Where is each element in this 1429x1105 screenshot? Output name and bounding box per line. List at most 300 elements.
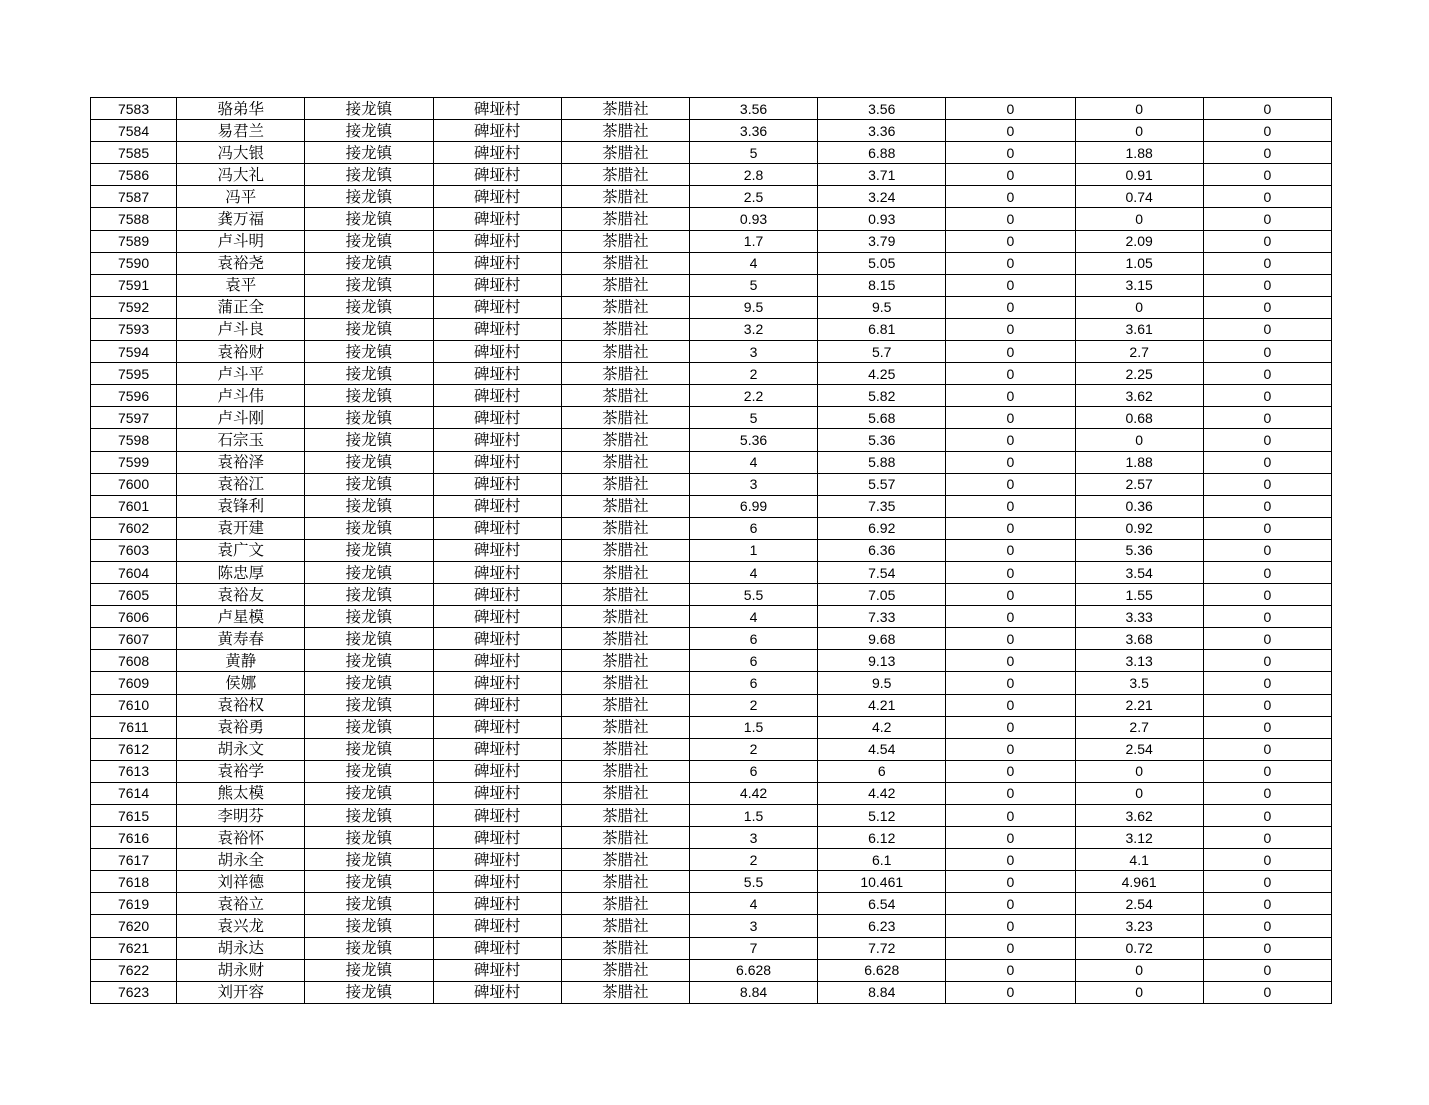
id-cell: 7592 [91, 296, 177, 318]
name-cell: 袁裕江 [177, 473, 305, 495]
name-cell: 袁广文 [177, 539, 305, 561]
town-cell: 接龙镇 [305, 363, 433, 385]
value2-cell: 6.36 [818, 539, 946, 561]
village-cell: 碑垭村 [433, 628, 561, 650]
id-cell: 7587 [91, 186, 177, 208]
value5-cell: 0 [1203, 208, 1331, 230]
value3-cell: 0 [946, 606, 1075, 628]
town-cell: 接龙镇 [305, 981, 433, 1003]
value2-cell: 3.79 [818, 230, 946, 252]
value3-cell: 0 [946, 893, 1075, 915]
group-cell: 茶腊社 [561, 318, 689, 340]
table-row [91, 937, 1332, 959]
value2-cell: 9.5 [818, 672, 946, 694]
value4-cell: 0.72 [1075, 937, 1203, 959]
table-row [91, 827, 1332, 849]
village-cell: 碑垭村 [433, 561, 561, 583]
value1-cell: 5.36 [689, 429, 817, 451]
value5-cell: 0 [1203, 252, 1331, 274]
value3-cell: 0 [946, 517, 1075, 539]
value2-cell: 5.12 [818, 805, 946, 827]
value3-cell: 0 [946, 782, 1075, 804]
value4-cell: 4.1 [1075, 849, 1203, 871]
name-cell: 袁锋利 [177, 495, 305, 517]
id-cell: 7584 [91, 120, 177, 142]
value2-cell: 3.71 [818, 164, 946, 186]
village-cell: 碑垭村 [433, 296, 561, 318]
table-row [91, 738, 1332, 760]
value2-cell: 6.23 [818, 915, 946, 937]
group-cell: 茶腊社 [561, 473, 689, 495]
value5-cell: 0 [1203, 495, 1331, 517]
group-cell: 茶腊社 [561, 407, 689, 429]
value4-cell: 5.36 [1075, 539, 1203, 561]
name-cell: 胡永达 [177, 937, 305, 959]
town-cell: 接龙镇 [305, 959, 433, 981]
name-cell: 黄静 [177, 650, 305, 672]
value2-cell: 9.13 [818, 650, 946, 672]
group-cell: 茶腊社 [561, 716, 689, 738]
village-cell: 碑垭村 [433, 849, 561, 871]
group-cell: 茶腊社 [561, 208, 689, 230]
value1-cell: 5 [689, 142, 817, 164]
village-cell: 碑垭村 [433, 164, 561, 186]
value1-cell: 2.5 [689, 186, 817, 208]
id-cell: 7598 [91, 429, 177, 451]
table-row [91, 561, 1332, 583]
village-cell: 碑垭村 [433, 738, 561, 760]
town-cell: 接龙镇 [305, 451, 433, 473]
village-cell: 碑垭村 [433, 318, 561, 340]
group-cell: 茶腊社 [561, 937, 689, 959]
value5-cell: 0 [1203, 407, 1331, 429]
value5-cell: 0 [1203, 805, 1331, 827]
value1-cell: 1 [689, 539, 817, 561]
name-cell: 袁裕尧 [177, 252, 305, 274]
town-cell: 接龙镇 [305, 871, 433, 893]
group-cell: 茶腊社 [561, 782, 689, 804]
value1-cell: 4 [689, 561, 817, 583]
town-cell: 接龙镇 [305, 341, 433, 363]
table-row [91, 606, 1332, 628]
value3-cell: 0 [946, 385, 1075, 407]
group-cell: 茶腊社 [561, 296, 689, 318]
village-cell: 碑垭村 [433, 981, 561, 1003]
name-cell: 袁裕权 [177, 694, 305, 716]
group-cell: 茶腊社 [561, 429, 689, 451]
value3-cell: 0 [946, 760, 1075, 782]
value4-cell: 3.62 [1075, 385, 1203, 407]
value3-cell: 0 [946, 429, 1075, 451]
village-cell: 碑垭村 [433, 606, 561, 628]
value5-cell: 0 [1203, 517, 1331, 539]
group-cell: 茶腊社 [561, 694, 689, 716]
value3-cell: 0 [946, 407, 1075, 429]
table-row [91, 186, 1332, 208]
id-cell: 7622 [91, 959, 177, 981]
value1-cell: 5 [689, 274, 817, 296]
value1-cell: 8.84 [689, 981, 817, 1003]
group-cell: 茶腊社 [561, 760, 689, 782]
table-row [91, 274, 1332, 296]
value4-cell: 0.91 [1075, 164, 1203, 186]
value2-cell: 4.42 [818, 782, 946, 804]
table-row [91, 318, 1332, 340]
value1-cell: 2.8 [689, 164, 817, 186]
town-cell: 接龙镇 [305, 142, 433, 164]
name-cell: 刘开容 [177, 981, 305, 1003]
name-cell: 袁裕泽 [177, 451, 305, 473]
value2-cell: 5.36 [818, 429, 946, 451]
value5-cell: 0 [1203, 539, 1331, 561]
group-cell: 茶腊社 [561, 164, 689, 186]
town-cell: 接龙镇 [305, 915, 433, 937]
town-cell: 接龙镇 [305, 208, 433, 230]
value4-cell: 0.92 [1075, 517, 1203, 539]
value1-cell: 1.5 [689, 716, 817, 738]
value1-cell: 9.5 [689, 296, 817, 318]
table-row [91, 429, 1332, 451]
village-cell: 碑垭村 [433, 429, 561, 451]
town-cell: 接龙镇 [305, 230, 433, 252]
town-cell: 接龙镇 [305, 849, 433, 871]
value5-cell: 0 [1203, 871, 1331, 893]
id-cell: 7585 [91, 142, 177, 164]
value3-cell: 0 [946, 871, 1075, 893]
table-row [91, 142, 1332, 164]
value4-cell: 3.15 [1075, 274, 1203, 296]
town-cell: 接龙镇 [305, 385, 433, 407]
town-cell: 接龙镇 [305, 252, 433, 274]
value2-cell: 6.12 [818, 827, 946, 849]
value2-cell: 5.57 [818, 473, 946, 495]
value5-cell: 0 [1203, 628, 1331, 650]
town-cell: 接龙镇 [305, 628, 433, 650]
name-cell: 胡永财 [177, 959, 305, 981]
value3-cell: 0 [946, 230, 1075, 252]
value2-cell: 10.461 [818, 871, 946, 893]
group-cell: 茶腊社 [561, 252, 689, 274]
value2-cell: 7.33 [818, 606, 946, 628]
value5-cell: 0 [1203, 760, 1331, 782]
id-cell: 7606 [91, 606, 177, 628]
value1-cell: 3 [689, 341, 817, 363]
id-cell: 7613 [91, 760, 177, 782]
town-cell: 接龙镇 [305, 473, 433, 495]
value1-cell: 7 [689, 937, 817, 959]
table-row [91, 694, 1332, 716]
table-row [91, 296, 1332, 318]
name-cell: 袁裕友 [177, 584, 305, 606]
name-cell: 陈忠厚 [177, 561, 305, 583]
value2-cell: 5.82 [818, 385, 946, 407]
value2-cell: 6.628 [818, 959, 946, 981]
value5-cell: 0 [1203, 164, 1331, 186]
value5-cell: 0 [1203, 318, 1331, 340]
value5-cell: 0 [1203, 230, 1331, 252]
id-cell: 7604 [91, 561, 177, 583]
value4-cell: 3.61 [1075, 318, 1203, 340]
value3-cell: 0 [946, 849, 1075, 871]
village-cell: 碑垭村 [433, 959, 561, 981]
value5-cell: 0 [1203, 451, 1331, 473]
village-cell: 碑垭村 [433, 385, 561, 407]
table-row [91, 539, 1332, 561]
name-cell: 卢斗明 [177, 230, 305, 252]
village-cell: 碑垭村 [433, 120, 561, 142]
value1-cell: 6.99 [689, 495, 817, 517]
value2-cell: 5.05 [818, 252, 946, 274]
group-cell: 茶腊社 [561, 959, 689, 981]
data-table [90, 97, 1332, 1004]
value5-cell: 0 [1203, 782, 1331, 804]
value1-cell: 5 [689, 407, 817, 429]
value1-cell: 1.7 [689, 230, 817, 252]
village-cell: 碑垭村 [433, 539, 561, 561]
value4-cell: 0 [1075, 429, 1203, 451]
name-cell: 刘祥德 [177, 871, 305, 893]
village-cell: 碑垭村 [433, 650, 561, 672]
value3-cell: 0 [946, 98, 1075, 120]
value4-cell: 0.36 [1075, 495, 1203, 517]
value1-cell: 3.56 [689, 98, 817, 120]
village-cell: 碑垭村 [433, 584, 561, 606]
value3-cell: 0 [946, 539, 1075, 561]
name-cell: 袁裕财 [177, 341, 305, 363]
village-cell: 碑垭村 [433, 495, 561, 517]
value4-cell: 3.62 [1075, 805, 1203, 827]
value5-cell: 0 [1203, 893, 1331, 915]
group-cell: 茶腊社 [561, 827, 689, 849]
table-row [91, 495, 1332, 517]
village-cell: 碑垭村 [433, 208, 561, 230]
value1-cell: 0.93 [689, 208, 817, 230]
group-cell: 茶腊社 [561, 186, 689, 208]
value3-cell: 0 [946, 628, 1075, 650]
table-row [91, 230, 1332, 252]
value3-cell: 0 [946, 451, 1075, 473]
table-body [91, 98, 1332, 1004]
id-cell: 7595 [91, 363, 177, 385]
value4-cell: 2.54 [1075, 893, 1203, 915]
town-cell: 接龙镇 [305, 98, 433, 120]
value4-cell: 0 [1075, 959, 1203, 981]
id-cell: 7619 [91, 893, 177, 915]
value4-cell: 2.7 [1075, 341, 1203, 363]
name-cell: 龚万福 [177, 208, 305, 230]
value2-cell: 3.24 [818, 186, 946, 208]
group-cell: 茶腊社 [561, 584, 689, 606]
id-cell: 7608 [91, 650, 177, 672]
value4-cell: 3.12 [1075, 827, 1203, 849]
value1-cell: 2 [689, 694, 817, 716]
value1-cell: 4.42 [689, 782, 817, 804]
id-cell: 7589 [91, 230, 177, 252]
value3-cell: 0 [946, 805, 1075, 827]
id-cell: 7591 [91, 274, 177, 296]
id-cell: 7623 [91, 981, 177, 1003]
value2-cell: 4.25 [818, 363, 946, 385]
value4-cell: 0 [1075, 98, 1203, 120]
village-cell: 碑垭村 [433, 274, 561, 296]
table-row [91, 760, 1332, 782]
table-row [91, 407, 1332, 429]
town-cell: 接龙镇 [305, 827, 433, 849]
value2-cell: 5.7 [818, 341, 946, 363]
id-cell: 7621 [91, 937, 177, 959]
village-cell: 碑垭村 [433, 716, 561, 738]
village-cell: 碑垭村 [433, 937, 561, 959]
name-cell: 石宗玉 [177, 429, 305, 451]
group-cell: 茶腊社 [561, 981, 689, 1003]
village-cell: 碑垭村 [433, 230, 561, 252]
name-cell: 骆弟华 [177, 98, 305, 120]
value3-cell: 0 [946, 672, 1075, 694]
name-cell: 冯大银 [177, 142, 305, 164]
value5-cell: 0 [1203, 186, 1331, 208]
value3-cell: 0 [946, 252, 1075, 274]
group-cell: 茶腊社 [561, 451, 689, 473]
group-cell: 茶腊社 [561, 561, 689, 583]
value3-cell: 0 [946, 716, 1075, 738]
value4-cell: 3.23 [1075, 915, 1203, 937]
value3-cell: 0 [946, 363, 1075, 385]
value3-cell: 0 [946, 296, 1075, 318]
value5-cell: 0 [1203, 606, 1331, 628]
table-row [91, 473, 1332, 495]
value5-cell: 0 [1203, 716, 1331, 738]
table-row [91, 341, 1332, 363]
value5-cell: 0 [1203, 584, 1331, 606]
value2-cell: 3.36 [818, 120, 946, 142]
value4-cell: 2.09 [1075, 230, 1203, 252]
group-cell: 茶腊社 [561, 274, 689, 296]
village-cell: 碑垭村 [433, 252, 561, 274]
value5-cell: 0 [1203, 827, 1331, 849]
table-row [91, 451, 1332, 473]
group-cell: 茶腊社 [561, 738, 689, 760]
value5-cell: 0 [1203, 672, 1331, 694]
id-cell: 7610 [91, 694, 177, 716]
value3-cell: 0 [946, 915, 1075, 937]
id-cell: 7583 [91, 98, 177, 120]
town-cell: 接龙镇 [305, 760, 433, 782]
value3-cell: 0 [946, 937, 1075, 959]
value4-cell: 0.74 [1075, 186, 1203, 208]
table-row [91, 981, 1332, 1003]
value4-cell: 1.88 [1075, 451, 1203, 473]
name-cell: 蒲正全 [177, 296, 305, 318]
id-cell: 7611 [91, 716, 177, 738]
group-cell: 茶腊社 [561, 363, 689, 385]
table-row [91, 650, 1332, 672]
value3-cell: 0 [946, 186, 1075, 208]
value2-cell: 6.1 [818, 849, 946, 871]
id-cell: 7599 [91, 451, 177, 473]
village-cell: 碑垭村 [433, 363, 561, 385]
value2-cell: 8.84 [818, 981, 946, 1003]
value1-cell: 3.2 [689, 318, 817, 340]
value5-cell: 0 [1203, 694, 1331, 716]
value3-cell: 0 [946, 650, 1075, 672]
value2-cell: 6.54 [818, 893, 946, 915]
value4-cell: 3.54 [1075, 561, 1203, 583]
group-cell: 茶腊社 [561, 120, 689, 142]
id-cell: 7612 [91, 738, 177, 760]
value4-cell: 0 [1075, 981, 1203, 1003]
table-row [91, 164, 1332, 186]
value4-cell: 3.5 [1075, 672, 1203, 694]
value3-cell: 0 [946, 561, 1075, 583]
village-cell: 碑垭村 [433, 827, 561, 849]
name-cell: 卢斗伟 [177, 385, 305, 407]
name-cell: 侯娜 [177, 672, 305, 694]
value5-cell: 0 [1203, 981, 1331, 1003]
value2-cell: 9.68 [818, 628, 946, 650]
village-cell: 碑垭村 [433, 893, 561, 915]
value1-cell: 6.628 [689, 959, 817, 981]
value4-cell: 0 [1075, 296, 1203, 318]
value3-cell: 0 [946, 341, 1075, 363]
value3-cell: 0 [946, 495, 1075, 517]
value4-cell: 1.05 [1075, 252, 1203, 274]
town-cell: 接龙镇 [305, 650, 433, 672]
value5-cell: 0 [1203, 142, 1331, 164]
value3-cell: 0 [946, 959, 1075, 981]
group-cell: 茶腊社 [561, 849, 689, 871]
town-cell: 接龙镇 [305, 716, 433, 738]
value4-cell: 3.33 [1075, 606, 1203, 628]
value4-cell: 4.961 [1075, 871, 1203, 893]
table-row [91, 959, 1332, 981]
name-cell: 熊太模 [177, 782, 305, 804]
table-row [91, 385, 1332, 407]
id-cell: 7590 [91, 252, 177, 274]
id-cell: 7603 [91, 539, 177, 561]
town-cell: 接龙镇 [305, 164, 433, 186]
table-row [91, 363, 1332, 385]
value5-cell: 0 [1203, 561, 1331, 583]
value4-cell: 2.7 [1075, 716, 1203, 738]
value2-cell: 7.35 [818, 495, 946, 517]
id-cell: 7609 [91, 672, 177, 694]
table-row [91, 915, 1332, 937]
value1-cell: 1.5 [689, 805, 817, 827]
value4-cell: 2.57 [1075, 473, 1203, 495]
value3-cell: 0 [946, 738, 1075, 760]
table-row [91, 120, 1332, 142]
value2-cell: 7.05 [818, 584, 946, 606]
value1-cell: 3 [689, 827, 817, 849]
town-cell: 接龙镇 [305, 274, 433, 296]
value5-cell: 0 [1203, 473, 1331, 495]
village-cell: 碑垭村 [433, 782, 561, 804]
value4-cell: 0.68 [1075, 407, 1203, 429]
value3-cell: 0 [946, 164, 1075, 186]
value5-cell: 0 [1203, 120, 1331, 142]
name-cell: 袁裕怀 [177, 827, 305, 849]
village-cell: 碑垭村 [433, 407, 561, 429]
table-row [91, 208, 1332, 230]
village-cell: 碑垭村 [433, 186, 561, 208]
group-cell: 茶腊社 [561, 805, 689, 827]
value1-cell: 5.5 [689, 584, 817, 606]
value3-cell: 0 [946, 694, 1075, 716]
group-cell: 茶腊社 [561, 98, 689, 120]
id-cell: 7588 [91, 208, 177, 230]
group-cell: 茶腊社 [561, 539, 689, 561]
town-cell: 接龙镇 [305, 429, 433, 451]
